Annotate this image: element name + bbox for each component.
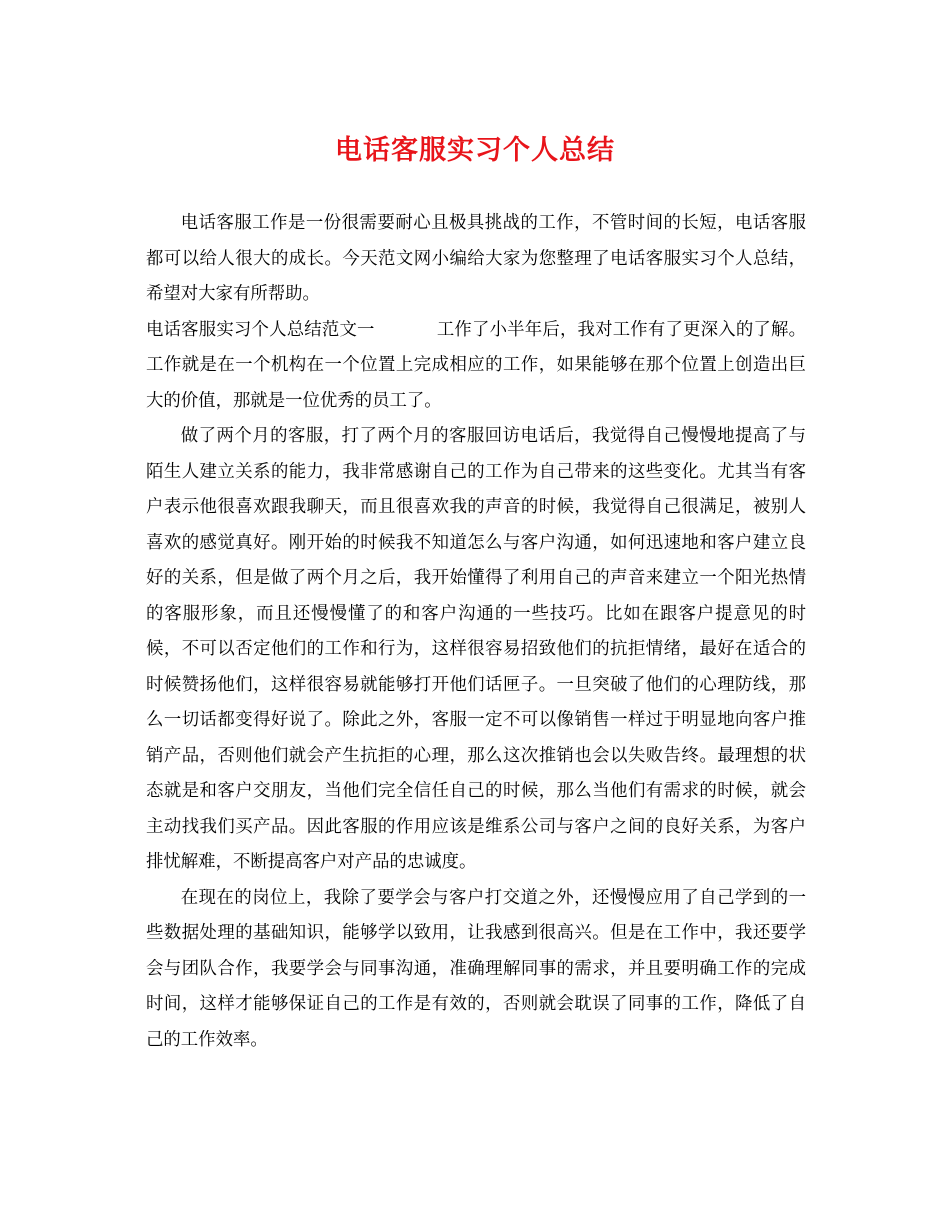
section-heading: 电话客服实习个人总结范文一 xyxy=(146,319,375,340)
body-paragraph-3: 在现在的岗位上，我除了要学会与客户打交道之外，还慢慢应用了自己学到的一些数据处理的基础知识，能够学以致用，让我感到很高兴。但是在工作中，我还要学会与团队合作，我要学会与同事沟通，准确理解同事的需求，并且要明确工作的完成时间，这样才能够保证自己的工作是有效的，否则就会耽误了同事的工作，降低了自己的工作效率。 xyxy=(146,887,806,1050)
section-first-text: 工作了小半年后，我对工作有了更深入的了解。工作就是在一个机构在一个位置上完成相应的工作，如果能够在那个位置上创造出巨大的价值，那就是一位优秀的员工了。 xyxy=(146,319,806,411)
section-paragraph xyxy=(146,313,806,420)
page-title: 电话客服实习个人总结 xyxy=(335,135,615,166)
intro-paragraph: 电话客服工作是一份很需要耐心且极具挑战的工作，不管时间的长短，电话客服都可以给人很大的成长。今天范文网小编给大家为您整理了电话客服实习个人总结，希望对大家有所帮助。 xyxy=(146,213,806,304)
document-body xyxy=(146,206,806,1058)
body-paragraph-2: 做了两个月的客服，打了两个月的客服回访电话后，我觉得自己慢慢地提高了与陌生人建立关系的能力，我非常感谢自己的工作为自己带来的这些变化。尤其当有客户表示他很喜欢跟我聊天，而且很喜欢我的声音的时候，我觉得自己很满足，被别人喜欢的感觉真好。刚开始的时候我不知道怎么与客户沟通，如何迅速地和客户建立良好的关系，但是做了两个月之后，我开始懂得了利用自己的声音来建立一个阳光热情的客服形象，而且还慢慢懂了的和客户沟通的一些技巧。比如在跟客户提意见的时候，不可以否定他们的工作和行为，这样很容易招致他们的抗拒情绪，最好在适合的时候赞扬他们，这样很容易就能够打开他们话匣子。一旦突破了他们的心理防线，那么一切话都变得好说了。除此之外，客服一定不可以像销售一样过于明显地向客户推销产品，否则他们就会产生抗拒的心理，那么这次推销也会以失败告终。最理想的状态就是和客户交朋友，当他们完全信任自己的时候，那么当他们有需求的时候，就会主动找我们买产品。因此客服的作用应该是维系公司与客户之间的良好关系，为客户排忧解难，不断提高客户对产品的忠诚度。 xyxy=(146,426,806,872)
